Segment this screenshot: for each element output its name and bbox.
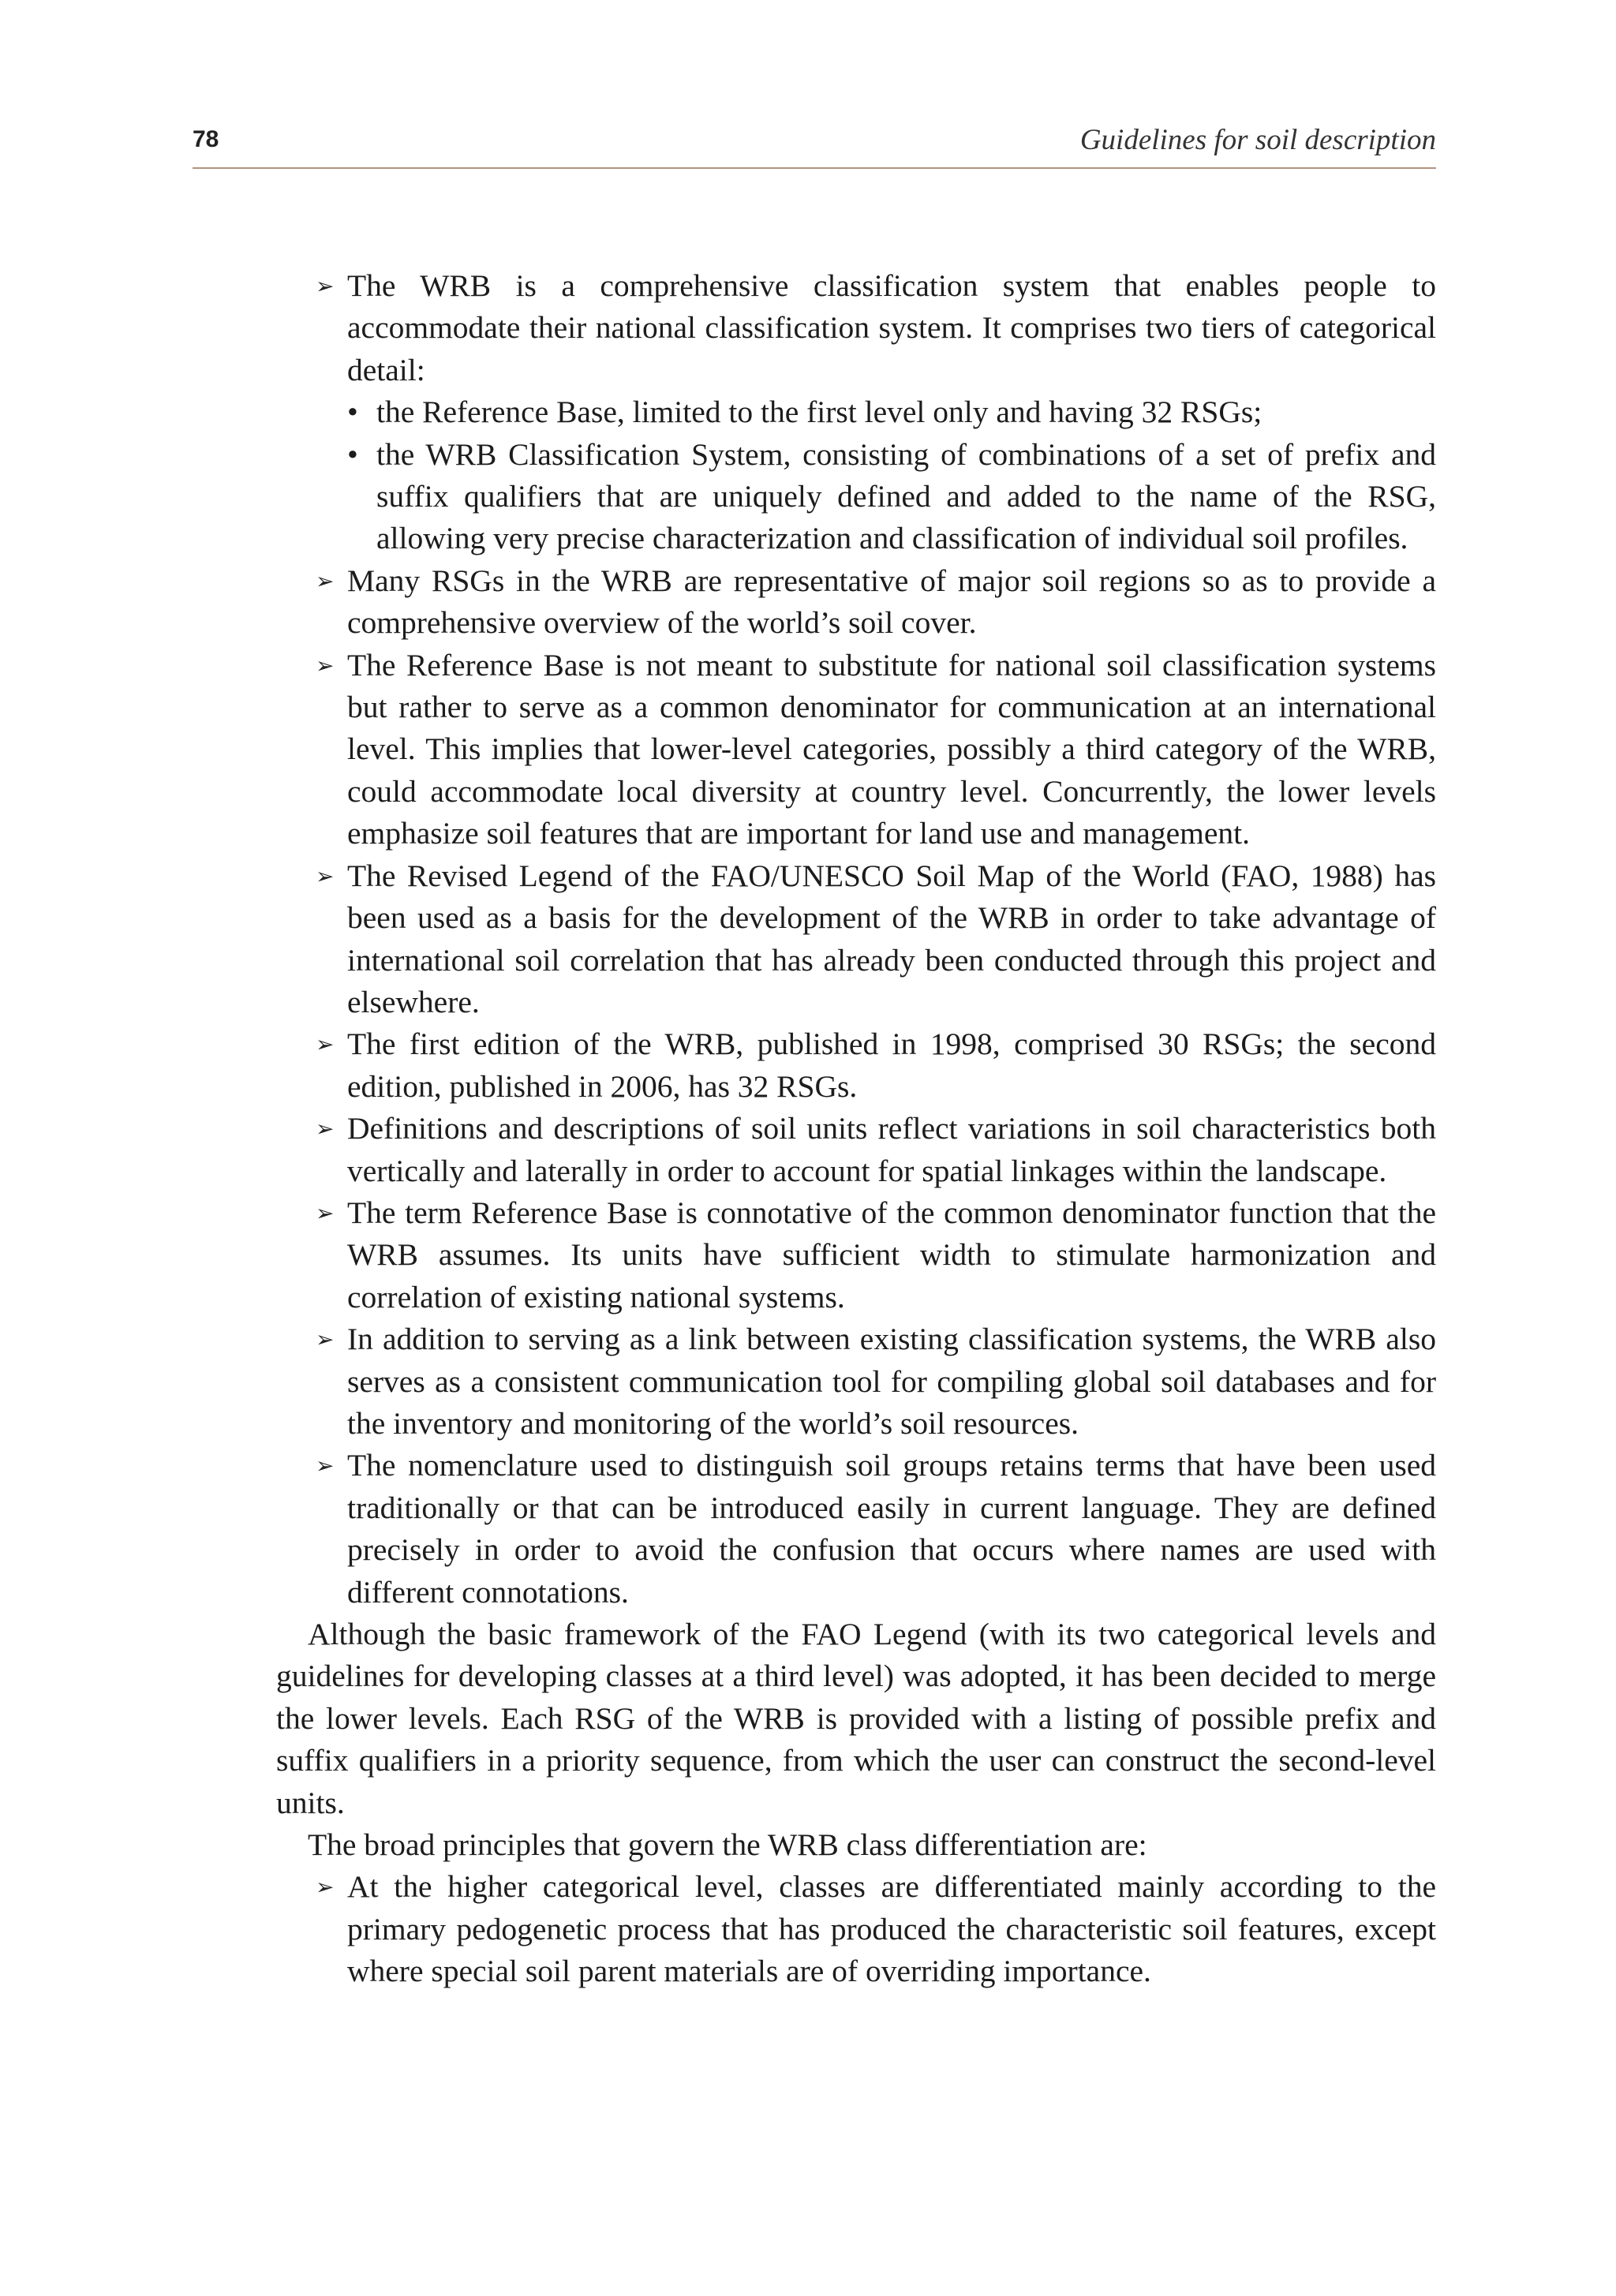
list-item-text: Many RSGs in the WRB are representative of major soil regions so as to provide a comprehensive overview of the world’s soil cover. (347, 563, 1436, 641)
list-item-text: In addition to serving as a link between existing classification systems, the WRB also serves as a consistent communication tool for compiling global soil databases and for the inventory and monitoring of the world’s soil resources. (347, 1322, 1436, 1441)
list-item-text: The first edition of the WRB, published in 1998, comprised 30 RSGs; the second edition, published in 2006, has 32 RSGs. (347, 1026, 1436, 1104)
sub-list-item-text: the Reference Base, limited to the first level only and having 32 RSGs; (376, 395, 1262, 430)
paragraph: Although the basic framework of the FAO Legend (with its two categorical levels and guidelines for developing classes at a third level) was adopted, it has been decided to merge the lower levels. Each RSG of the WRB is provided with a listing of possible prefix and suffix qualifiers in a priority sequence, from which the user can construct the second-level units. (276, 1617, 1436, 1820)
list-item-text: The Reference Base is not meant to substitute for national soil classification systems but rather to serve as a common denominator for communication at an international level. This implies that lower-level categories, possibly a third category of the WRB, could accommodate local diversity at country level. Concurrently, the lower levels emphasize soil features that are important for land use and management. (347, 647, 1436, 851)
sub-list (347, 391, 1436, 560)
list-item (276, 1318, 1436, 1445)
sub-list-item (347, 434, 1436, 560)
body-text (276, 265, 1436, 1993)
arrow-bullet-icon: ➢ (316, 1874, 335, 1901)
bullet-icon: • (347, 436, 358, 472)
list-item-text: The WRB is a comprehensive classification system that enables people to accommodate their national classification system. It comprises two tiers of categorical detail: (347, 268, 1436, 387)
list-item (276, 560, 1436, 645)
list-item (276, 1108, 1436, 1192)
arrow-bullet-icon: ➢ (316, 1453, 335, 1479)
list-item (276, 1866, 1436, 1992)
arrow-bullet-icon: ➢ (316, 273, 335, 299)
arrow-bullet-icon: ➢ (316, 1326, 335, 1353)
list-item-text: The term Reference Base is connotative of the common denominator function that the WRB assumes. Its units have sufficient width to stimulate harmonization and correlation of existing national systems. (347, 1195, 1436, 1314)
list-item (276, 1192, 1436, 1318)
list-item (276, 1445, 1436, 1614)
arrow-bullet-icon: ➢ (316, 567, 335, 594)
list-item-text: At the higher categorical level, classes are differentiated mainly according to the primary pedogenetic process that has produced the characteristic soil features, except where special soil parent materials are of overriding importance. (347, 1869, 1436, 1989)
page-header (193, 120, 1436, 169)
arrow-bullet-icon: ➢ (316, 1031, 335, 1058)
sub-list-item-text: the WRB Classification System, consisting of combinations of a set of prefix and suffix qualifiers that are uniquely defined and added to the name of the RSG, allowing very precise characterization and classification of individual soil profiles. (376, 436, 1436, 556)
arrow-bullet-icon: ➢ (316, 652, 335, 679)
running-title: Guidelines for soil description (1079, 124, 1436, 156)
arrow-bullet-icon: ➢ (316, 1199, 335, 1226)
arrow-bullet-icon: ➢ (316, 862, 335, 889)
list-item-text: The nomenclature used to distinguish soil groups retains terms that have been used traditionally or that can be introduced easily in current language. They are defined precisely in order to avoid the confusion that occurs where names are used with different connotations. (347, 1448, 1436, 1610)
list-item-text: Definitions and descriptions of soil units reflect variations in soil characteristics both vertically and laterally in order to account for spatial linkages within the landscape. (347, 1111, 1436, 1188)
list-item (276, 645, 1436, 855)
list-item (276, 265, 1436, 560)
list-item-text: The Revised Legend of the FAO/UNESCO Soil Map of the World (FAO, 1988) has been used as a basis for the development of the WRB in order to take advantage of international soil correlation that has already been conducted through this project and elsewhere. (347, 858, 1436, 1019)
paragraph: The broad principles that govern the WRB class differentiation are: (308, 1827, 1147, 1863)
list-item (276, 855, 1436, 1024)
list-item (276, 1023, 1436, 1108)
arrow-bullet-icon: ➢ (316, 1116, 335, 1142)
page-number: 78 (193, 126, 219, 152)
sub-list-item (347, 391, 1436, 433)
bullet-icon: • (347, 395, 358, 430)
